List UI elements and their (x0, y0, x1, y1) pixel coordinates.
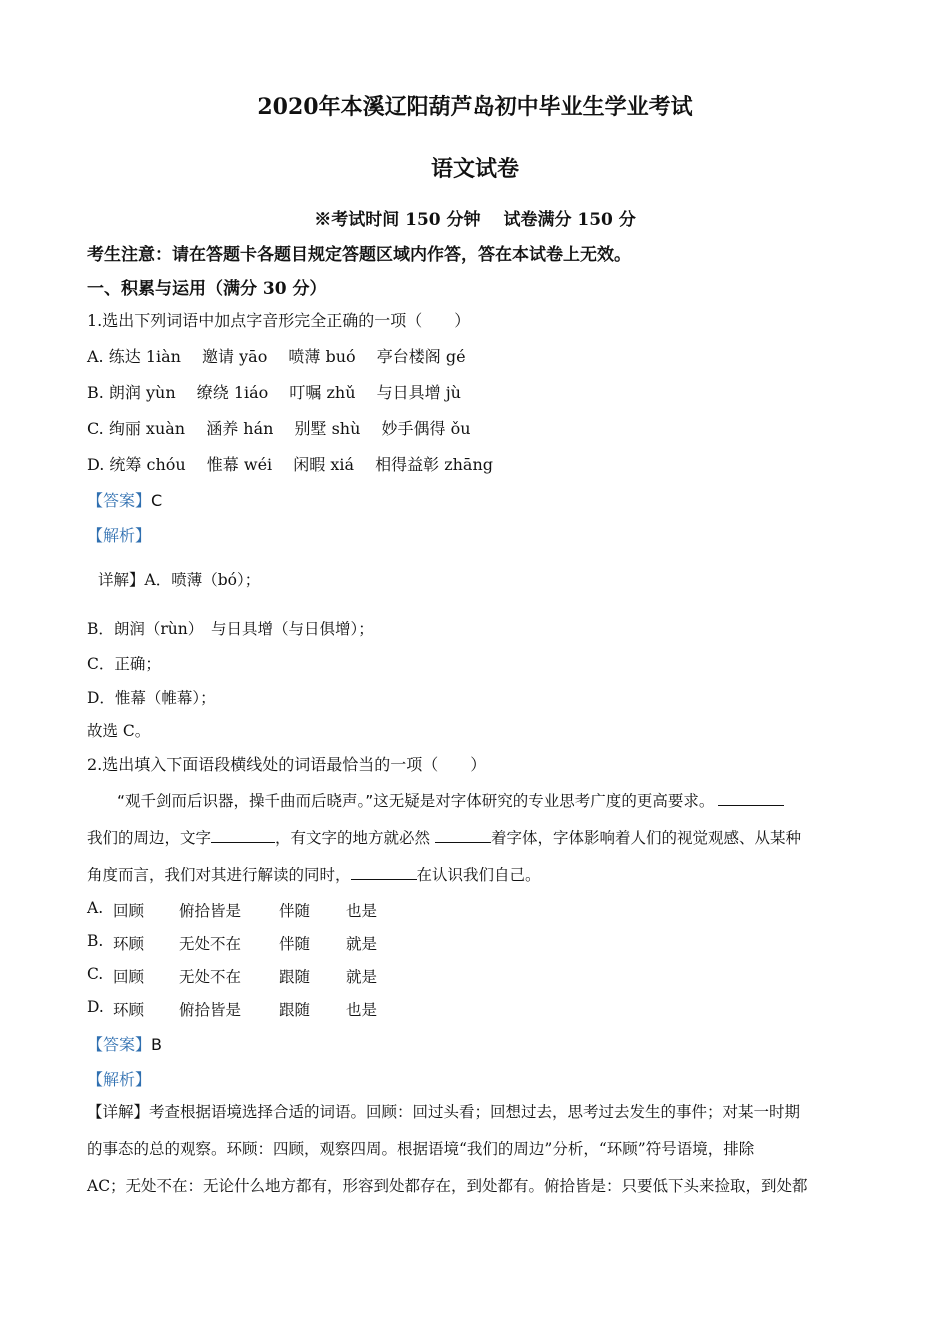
option-word-3: 跟随 (279, 968, 311, 986)
option-word-3: 跟随 (279, 1001, 311, 1019)
option-word-4: 就是 (346, 935, 378, 953)
q1-option-c: C. 绚丽 xuàn 涵养 hán 别墅 shù 妙手偶得 ǒu (87, 419, 471, 438)
q1-stem: 1.选出下列词语中加点字音形完全正确的一项（ ） (87, 311, 471, 330)
passage-text: 角度而言，我们对其进行解读的同时， (87, 866, 351, 884)
passage-text: 我们的周边，文字 (87, 829, 212, 847)
passage-text: 着字体，字体影响着人们的视觉观感、从某种 (490, 829, 801, 847)
q1-explain-d: D．惟幕（帷幕）； (87, 689, 216, 707)
option-letter: A. (87, 899, 104, 917)
q2-answer (87, 1032, 162, 1055)
q1-explain-conclusion: 故选 C。 (87, 722, 151, 740)
section-heading: 一、积累与运用（满分 30 分） (87, 279, 327, 299)
exam-info: ※考试时间 150 分钟 试卷满分 150 分 (314, 210, 636, 230)
fill-blank (211, 826, 275, 843)
q1-explain-a: 详解】A．喷薄（bó）； (98, 571, 261, 589)
option-word-1: 环顾 (113, 935, 145, 953)
fill-blank (435, 826, 491, 843)
option-letter: D. (87, 998, 104, 1016)
q1-option-a: A. 练达 1iàn 邀请 yāo 喷薄 buó 亭台楼阁 gé (87, 347, 466, 366)
q2-detail-line-1 (87, 1100, 800, 1122)
answer-value: B (151, 1035, 162, 1054)
option-word-4: 也是 (346, 902, 378, 920)
q2-passage-line-3 (87, 863, 541, 885)
option-word-1: 回顾 (113, 968, 145, 986)
fill-blank (718, 789, 784, 806)
q2-detail-line-2: 的事态的总的观察。环顾：四顾，观察四周。根据语境“我们的周边”分析，“环顾”符号语境，排除 (87, 1140, 755, 1158)
option-word-2: 俯拾皆是 (179, 1001, 242, 1019)
q1-option-b: B. 朗润 yùn 缭绕 1iáo 叮嘱 zhǔ 与日具增 jù (87, 383, 461, 402)
answer-tag: 【答案】 (87, 1035, 152, 1054)
passage-text: ，有文字的地方就必然 (275, 829, 435, 847)
q1-analysis-tag: 【解析】 (87, 526, 152, 545)
q2-stem: 2.选出填入下面语段横线处的词语最恰当的一项（ ） (87, 755, 487, 774)
answer-tag: 【答案】 (87, 491, 152, 510)
q2-passage-line-2 (87, 826, 801, 848)
q2-analysis-tag: 【解析】 (87, 1070, 152, 1089)
passage-text: “观千剑而后识器，操千曲而后晓声。”这无疑是对字体研究的专业思考广度的更高要求。 (117, 792, 715, 810)
option-word-2: 俯拾皆是 (179, 902, 242, 920)
page-subtitle: 语文试卷 (430, 156, 519, 182)
fill-blank (351, 863, 417, 880)
option-word-1: 环顾 (113, 1001, 145, 1019)
option-word-3: 伴随 (279, 935, 311, 953)
option-word-4: 就是 (346, 968, 378, 986)
page-title: 2020年本溪辽阳葫芦岛初中毕业生学业考试 (257, 94, 693, 120)
option-letter: C. (87, 965, 104, 983)
option-word-3: 伴随 (279, 902, 311, 920)
passage-text: 在认识我们自己。 (416, 866, 541, 884)
q1-explain-c: C．正确； (87, 655, 161, 673)
q2-passage-line-1 (117, 789, 784, 811)
detail-text: 考查根据语境选择合适的词语。回顾：回过头看；回想过去，思考过去发生的事件；对某一时期 (149, 1103, 801, 1121)
detail-tag: 【详解】 (87, 1103, 150, 1121)
option-word-2: 无处不在 (179, 935, 242, 953)
option-word-1: 回顾 (113, 902, 145, 920)
q1-answer (87, 488, 162, 511)
q1-option-d: D. 统筹 chóu 惟幕 wéi 闲暇 xiá 相得益彰 zhāng (87, 455, 494, 474)
q2-detail-line-3: AC；无处不在：无论什么地方都有，形容到处都存在，到处都有。俯拾皆是：只要低下头来捡取，到处都 (87, 1177, 808, 1195)
option-word-2: 无处不在 (179, 968, 242, 986)
q1-explain-b: B．朗润（rùn） 与日具增（与日俱增）； (87, 620, 374, 638)
option-letter: B. (87, 932, 104, 950)
option-word-4: 也是 (346, 1001, 378, 1019)
answer-value: C (151, 491, 163, 510)
exam-notice: 考生注意：请在答题卡各题目规定答题区域内作答，答在本试卷上无效。 (87, 245, 631, 265)
